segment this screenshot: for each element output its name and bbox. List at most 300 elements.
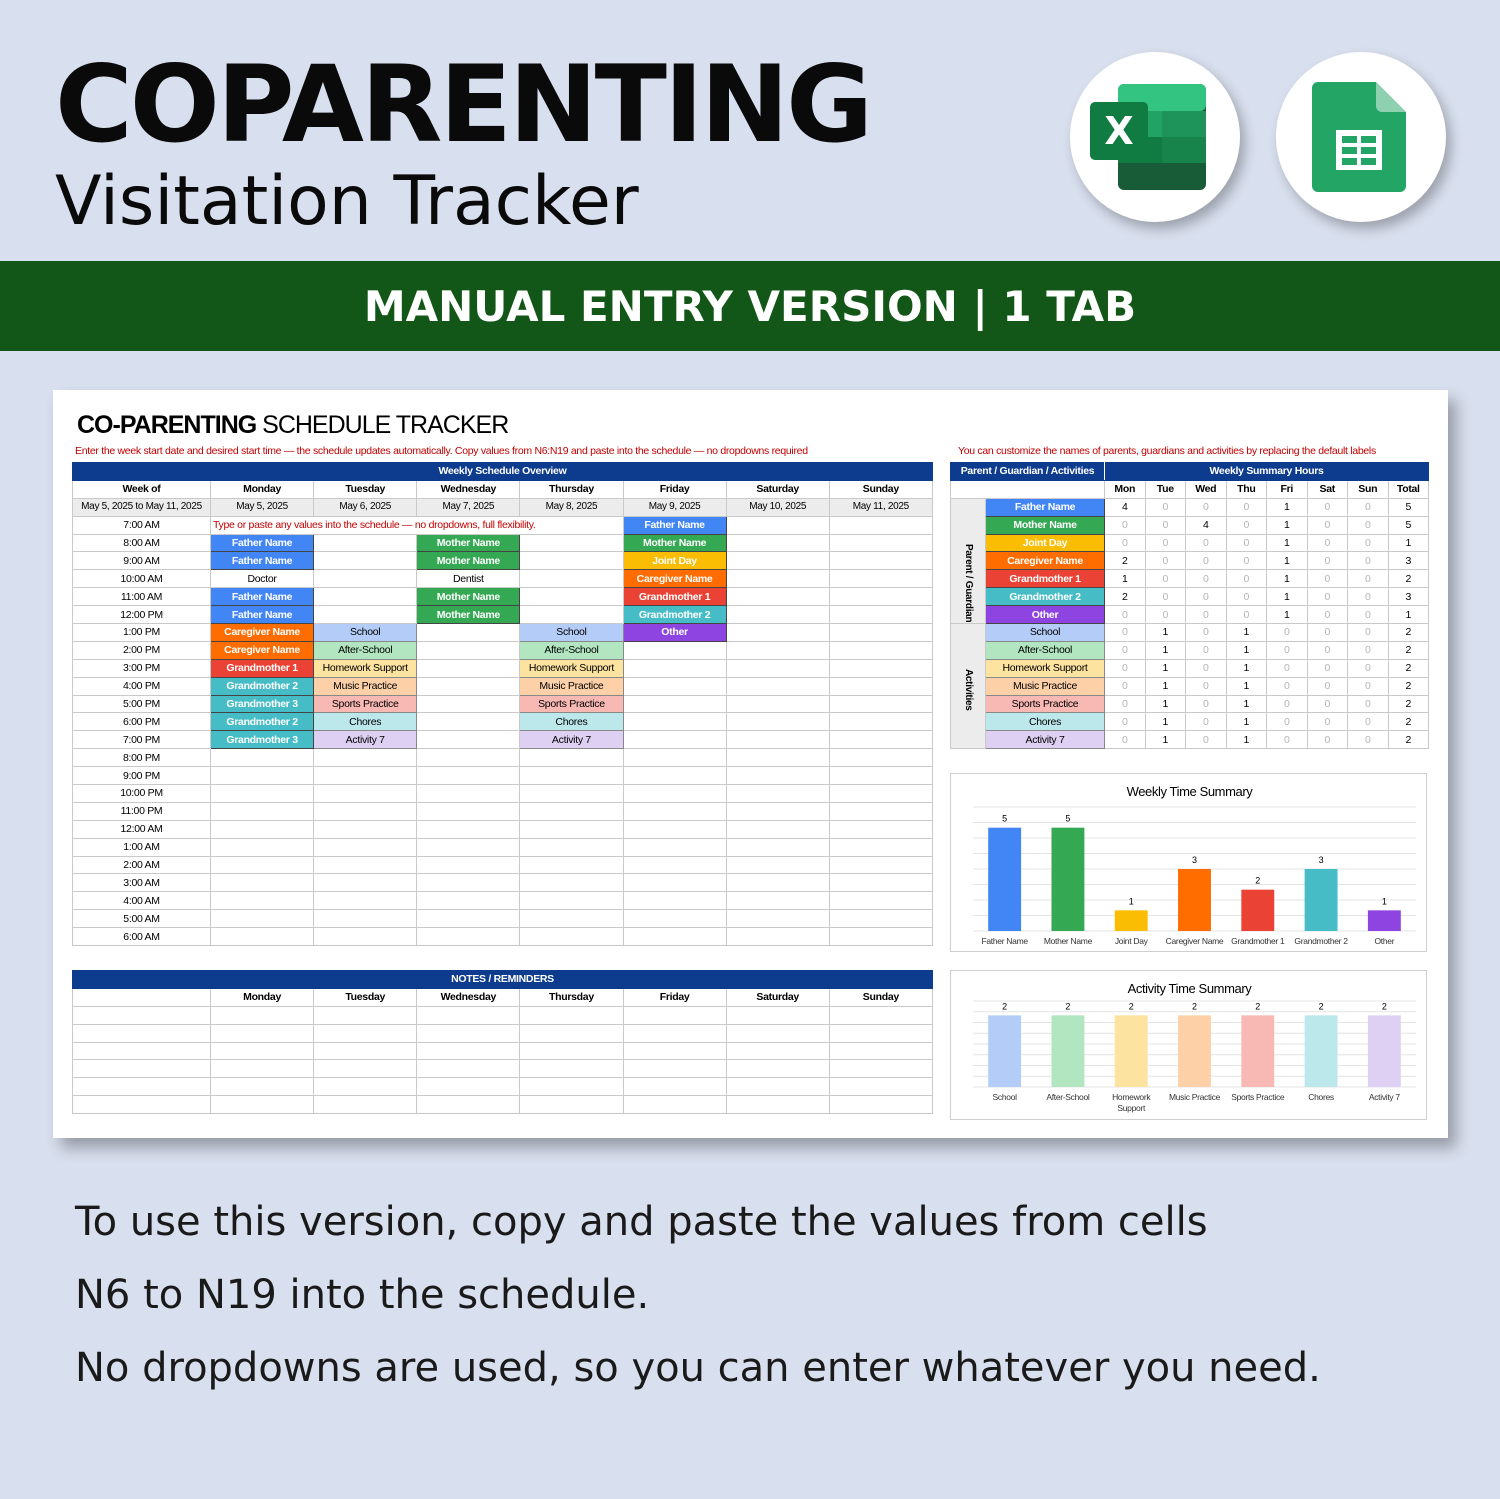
schedule-cell[interactable] [623,856,726,874]
footer-line-3: No dropdowns are used, so you can enter whatever you need. [75,1345,1321,1391]
summary-value: 0 [1348,731,1389,749]
notes-cell[interactable] [623,1006,726,1024]
notes-cell[interactable] [417,1078,520,1096]
notes-cell[interactable] [623,1078,726,1096]
schedule-cell[interactable] [829,820,932,838]
schedule-cell[interactable] [623,910,726,928]
schedule-cell[interactable] [726,677,829,695]
schedule-cell[interactable]: Homework Support [520,659,623,677]
summary-value: 3 [1388,588,1429,606]
schedule-cell[interactable]: Father Name [623,516,726,534]
summary-value: 1 [1267,552,1308,570]
schedule-cell[interactable] [314,874,417,892]
notes-cell[interactable] [314,1060,417,1078]
schedule-cell[interactable] [417,624,520,642]
schedule-cell[interactable]: Father Name [211,534,314,552]
schedule-cell[interactable] [520,892,623,910]
time-cell: 4:00 AM [73,892,211,910]
schedule-cell[interactable] [829,856,932,874]
summary-value: 0 [1307,534,1348,552]
schedule-cell[interactable] [211,802,314,820]
summary-label[interactable]: Grandmother 1 [986,570,1105,588]
schedule-cell[interactable] [829,695,932,713]
schedule-cell[interactable] [211,785,314,803]
schedule-cell[interactable] [314,785,417,803]
notes-cell[interactable] [314,1006,417,1024]
schedule-cell[interactable] [520,588,623,606]
schedule-cell[interactable] [314,802,417,820]
summary-label[interactable]: After-School [986,641,1105,659]
notes-cell[interactable] [520,1078,623,1096]
time-cell: 2:00 PM [73,641,211,659]
notes-cell[interactable] [520,1096,623,1114]
schedule-cell[interactable]: Grandmother 3 [211,731,314,749]
schedule-cell[interactable] [417,641,520,659]
schedule-cell[interactable]: Caregiver Name [211,641,314,659]
schedule-cell[interactable]: Music Practice [520,677,623,695]
schedule-cell[interactable] [726,892,829,910]
schedule-cell[interactable] [417,874,520,892]
schedule-cell[interactable] [726,588,829,606]
schedule-cell[interactable] [726,695,829,713]
activity-time-chart [950,970,1427,1120]
schedule-cell[interactable] [829,838,932,856]
summary-value: 2 [1388,713,1429,731]
schedule-cell[interactable] [314,910,417,928]
schedule-cell[interactable] [829,910,932,928]
schedule-cell[interactable] [211,820,314,838]
summary-value: 0 [1105,677,1146,695]
schedule-cell[interactable] [623,695,726,713]
schedule-cell[interactable] [829,785,932,803]
schedule-cell[interactable] [829,767,932,785]
schedule-cell[interactable] [829,534,932,552]
schedule-cell[interactable] [623,928,726,946]
schedule-cell[interactable] [726,659,829,677]
notes-cell[interactable] [726,1006,829,1024]
schedule-cell[interactable] [726,713,829,731]
schedule-cell[interactable]: Other [623,624,726,642]
schedule-cell[interactable] [623,874,726,892]
schedule-cell[interactable]: Chores [520,713,623,731]
notes-cell[interactable] [417,1006,520,1024]
schedule-cell[interactable] [417,749,520,767]
schedule-cell[interactable] [417,767,520,785]
summary-value: 0 [1145,606,1186,624]
schedule-cell[interactable] [417,892,520,910]
schedule-row [73,534,933,552]
notes-cell[interactable] [73,1024,211,1042]
summary-value: 0 [1226,516,1267,534]
schedule-cell[interactable] [417,856,520,874]
schedule-cell[interactable]: Grandmother 2 [211,713,314,731]
summary-value: 0 [1307,624,1348,642]
bar [1178,869,1211,931]
schedule-cell[interactable]: School [314,624,417,642]
summary-col-header: Fri [1267,480,1308,498]
hero-title: COPARENTING [55,43,871,166]
bar [1115,1015,1148,1087]
schedule-cell[interactable] [314,820,417,838]
week-range[interactable]: May 5, 2025 to May 11, 2025 [73,498,211,516]
schedule-cell[interactable]: After-School [314,641,417,659]
summary-value: 4 [1186,516,1227,534]
schedule-cell[interactable] [417,928,520,946]
notes-cell[interactable] [623,1060,726,1078]
schedule-cell[interactable] [726,570,829,588]
schedule-cell[interactable] [520,820,623,838]
notes-cell[interactable] [829,1096,932,1114]
category-label: Sports Practice [1231,1092,1285,1102]
notes-cell[interactable] [417,1060,520,1078]
summary-value: 0 [1105,516,1146,534]
schedule-cell[interactable] [314,534,417,552]
schedule-cell[interactable] [829,659,932,677]
schedule-cell[interactable] [417,785,520,803]
footer-line-2: N6 to N19 into the schedule. [75,1272,650,1318]
schedule-cell[interactable]: Grandmother 2 [211,677,314,695]
summary-label[interactable]: Father Name [986,498,1105,516]
weekly-time-chart-svg [951,774,1428,953]
schedule-cell[interactable] [520,570,623,588]
summary-value: 0 [1348,606,1389,624]
schedule-cell[interactable] [314,838,417,856]
schedule-cell[interactable] [520,928,623,946]
schedule-cell[interactable]: School [520,624,623,642]
summary-right-header: Weekly Summary Hours [1105,463,1429,481]
schedule-cell[interactable] [623,785,726,803]
summary-label[interactable]: Sports Practice [986,695,1105,713]
time-cell: 9:00 PM [73,767,211,785]
bar [1368,910,1401,931]
schedule-cell[interactable] [520,874,623,892]
summary-label[interactable]: Homework Support [986,659,1105,677]
schedule-cell[interactable] [829,641,932,659]
schedule-cell[interactable]: Sports Practice [314,695,417,713]
schedule-cell[interactable] [829,588,932,606]
schedule-cell[interactable]: Father Name [211,552,314,570]
time-cell: 5:00 PM [73,695,211,713]
schedule-cell[interactable] [623,749,726,767]
schedule-cell[interactable] [726,516,829,534]
schedule-cell[interactable] [623,892,726,910]
schedule-cell[interactable] [520,785,623,803]
summary-value: 1 [1145,695,1186,713]
schedule-cell[interactable]: Caregiver Name [623,570,726,588]
schedule-cell[interactable]: Mother Name [623,534,726,552]
schedule-cell[interactable]: Activity 7 [520,731,623,749]
summary-value: 0 [1226,570,1267,588]
weekly-time-chart [950,773,1427,952]
summary-value: 0 [1186,695,1227,713]
schedule-cell[interactable] [211,838,314,856]
schedule-cell[interactable] [726,874,829,892]
notes-header: NOTES / REMINDERS [73,971,933,989]
summary-label[interactable]: Mother Name [986,516,1105,534]
schedule-cell[interactable] [520,910,623,928]
schedule-row [73,856,933,874]
schedule-row [73,892,933,910]
schedule-cell[interactable] [417,910,520,928]
schedule-cell[interactable] [829,624,932,642]
schedule-cell[interactable]: Grandmother 1 [623,588,726,606]
time-cell: 1:00 AM [73,838,211,856]
summary-row [951,552,1429,570]
schedule-cell[interactable]: Grandmother 2 [623,606,726,624]
summary-value: 1 [1145,677,1186,695]
time-cell: 8:00 PM [73,749,211,767]
schedule-cell[interactable] [726,820,829,838]
schedule-cell[interactable] [726,534,829,552]
schedule-cell[interactable] [417,820,520,838]
schedule-cell[interactable]: Caregiver Name [211,624,314,642]
schedule-cell[interactable]: Mother Name [417,534,520,552]
schedule-cell[interactable] [314,749,417,767]
schedule-cell[interactable] [211,892,314,910]
time-cell: 3:00 AM [73,874,211,892]
data-label: 1 [1381,896,1387,907]
schedule-cell[interactable] [314,856,417,874]
schedule-cell[interactable] [520,767,623,785]
schedule-cell[interactable] [314,570,417,588]
activity-time-chart-svg [951,971,1428,1121]
schedule-cell[interactable] [520,606,623,624]
schedule-cell[interactable] [726,856,829,874]
schedule-cell[interactable] [314,892,417,910]
schedule-cell[interactable] [829,731,932,749]
notes-cell[interactable] [829,1024,932,1042]
summary-corner [951,480,1105,498]
schedule-cell[interactable] [829,677,932,695]
schedule-cell[interactable] [726,785,829,803]
schedule-cell[interactable] [211,767,314,785]
schedule-cell[interactable] [726,928,829,946]
schedule-cell[interactable]: Grandmother 3 [211,695,314,713]
summary-value: 1 [1145,641,1186,659]
notes-cell[interactable] [211,1078,314,1096]
summary-value: 1 [1388,606,1429,624]
notes-cell[interactable] [623,1042,726,1060]
summary-value: 0 [1145,534,1186,552]
schedule-cell[interactable] [726,910,829,928]
notes-cell[interactable] [726,1078,829,1096]
schedule-row [73,838,933,856]
schedule-cell[interactable] [829,713,932,731]
notes-cell[interactable] [417,1096,520,1114]
time-cell: 11:00 AM [73,588,211,606]
schedule-cell[interactable] [623,838,726,856]
summary-row [951,713,1429,731]
schedule-cell[interactable]: Sports Practice [520,695,623,713]
schedule-cell[interactable]: Homework Support [314,659,417,677]
schedule-cell[interactable] [520,838,623,856]
schedule-cell[interactable] [829,928,932,946]
schedule-cell[interactable] [314,552,417,570]
schedule-cell[interactable] [623,713,726,731]
schedule-cell[interactable]: Mother Name [417,588,520,606]
schedule-cell[interactable] [314,928,417,946]
notes-cell[interactable] [829,1060,932,1078]
notes-cell[interactable] [520,1006,623,1024]
data-label: 2 [1002,1001,1008,1012]
schedule-cell[interactable] [314,767,417,785]
summary-value: 0 [1267,677,1308,695]
schedule-cell[interactable]: Activity 7 [314,731,417,749]
schedule-cell[interactable] [726,624,829,642]
notes-cell[interactable] [520,1042,623,1060]
notes-cell[interactable] [314,1042,417,1060]
date-cell: May 5, 2025 [211,498,314,516]
schedule-cell[interactable] [623,802,726,820]
schedule-cell[interactable]: Father Name [211,588,314,606]
weekly-summary-table [950,462,1429,749]
schedule-cell[interactable] [211,749,314,767]
schedule-cell[interactable] [623,641,726,659]
notes-cell[interactable] [211,1024,314,1042]
schedule-cell[interactable] [417,659,520,677]
data-label: 2 [1065,1001,1071,1012]
notes-cell[interactable] [211,1096,314,1114]
schedule-cell[interactable] [726,731,829,749]
summary-label[interactable]: School [986,624,1105,642]
schedule-cell[interactable] [726,552,829,570]
schedule-cell[interactable] [211,874,314,892]
schedule-cell[interactable]: Mother Name [417,552,520,570]
notes-cell[interactable] [73,1042,211,1060]
schedule-cell[interactable] [417,713,520,731]
excel-icon [1070,52,1240,222]
schedule-cell[interactable]: Grandmother 1 [211,659,314,677]
schedule-cell[interactable]: Dentist [417,570,520,588]
schedule-cell[interactable] [829,874,932,892]
category-label: Mother Name [1043,936,1093,946]
notes-cell[interactable] [726,1096,829,1114]
data-label: 2 [1381,1001,1387,1012]
schedule-cell[interactable]: Joint Day [623,552,726,570]
schedule-cell[interactable] [417,677,520,695]
notes-cell[interactable] [211,1006,314,1024]
notes-cell[interactable] [417,1042,520,1060]
notes-cell[interactable] [314,1078,417,1096]
notes-cell[interactable] [314,1096,417,1114]
schedule-cell[interactable] [726,641,829,659]
notes-cell[interactable] [623,1096,726,1114]
schedule-row [73,785,933,803]
schedule-cell[interactable] [623,677,726,695]
schedule-cell[interactable] [726,606,829,624]
notes-cell[interactable] [73,1096,211,1114]
schedule-cell[interactable] [211,928,314,946]
schedule-cell[interactable] [417,731,520,749]
notes-cell[interactable] [726,1060,829,1078]
schedule-cell[interactable] [623,767,726,785]
notes-cell[interactable] [520,1024,623,1042]
schedule-cell[interactable] [417,838,520,856]
schedule-cell[interactable] [829,802,932,820]
schedule-cell[interactable] [829,606,932,624]
summary-label[interactable]: Joint Day [986,534,1105,552]
schedule-cell[interactable] [520,552,623,570]
notes-cell[interactable] [211,1042,314,1060]
schedule-cell[interactable] [726,802,829,820]
schedule-cell[interactable]: Mother Name [417,606,520,624]
summary-label[interactable]: Activity 7 [986,731,1105,749]
schedule-cell[interactable]: Chores [314,713,417,731]
schedule-cell[interactable] [211,856,314,874]
schedule-cell[interactable] [314,606,417,624]
bar [988,1015,1021,1087]
summary-value: 0 [1267,641,1308,659]
schedule-cell[interactable] [623,731,726,749]
notes-cell[interactable] [726,1024,829,1042]
notes-cell[interactable] [73,1078,211,1096]
schedule-cell[interactable] [623,659,726,677]
schedule-row [73,659,933,677]
schedule-cell[interactable] [520,802,623,820]
summary-label[interactable]: Music Practice [986,677,1105,695]
time-cell: 10:00 PM [73,785,211,803]
schedule-cell[interactable] [520,534,623,552]
notes-cell[interactable] [726,1042,829,1060]
notes-cell[interactable] [417,1024,520,1042]
notes-cell[interactable] [314,1024,417,1042]
schedule-cell[interactable] [829,570,932,588]
schedule-cell[interactable] [314,588,417,606]
schedule-cell[interactable]: Father Name [211,606,314,624]
summary-row [951,695,1429,713]
schedule-cell[interactable] [211,910,314,928]
notes-cell[interactable] [73,1060,211,1078]
schedule-cell[interactable] [726,838,829,856]
notes-cell[interactable] [829,1078,932,1096]
schedule-cell[interactable] [829,749,932,767]
schedule-cell[interactable] [623,820,726,838]
notes-cell[interactable] [623,1024,726,1042]
summary-label[interactable]: Caregiver Name [986,552,1105,570]
summary-value: 0 [1186,606,1227,624]
summary-col-header: Tue [1145,480,1186,498]
schedule-cell[interactable] [520,856,623,874]
schedule-cell[interactable] [726,749,829,767]
schedule-cell[interactable] [829,516,932,534]
data-label: 5 [1065,813,1071,824]
notes-cell[interactable] [73,1006,211,1024]
excel-badge [1070,52,1240,222]
schedule-cell[interactable]: Doctor [211,570,314,588]
schedule-cell[interactable] [829,552,932,570]
schedule-cell[interactable] [726,767,829,785]
notes-cell[interactable] [211,1060,314,1078]
schedule-row [73,588,933,606]
summary-label[interactable]: Other [986,606,1105,624]
schedule-cell[interactable]: Music Practice [314,677,417,695]
summary-value: 0 [1145,552,1186,570]
notes-cell[interactable] [829,1042,932,1060]
summary-label[interactable]: Chores [986,713,1105,731]
summary-value: 1 [1267,606,1308,624]
notes-cell[interactable] [829,1006,932,1024]
notes-cell[interactable] [520,1060,623,1078]
footer-line-1: To use this version, copy and paste the values from cells [75,1199,1208,1245]
category-label: School [992,1092,1017,1102]
schedule-cell[interactable] [417,695,520,713]
summary-value: 0 [1186,588,1227,606]
schedule-cell[interactable]: After-School [520,641,623,659]
schedule-cell[interactable] [520,749,623,767]
schedule-cell[interactable] [829,892,932,910]
schedule-cell[interactable] [417,802,520,820]
summary-label[interactable]: Grandmother 2 [986,588,1105,606]
